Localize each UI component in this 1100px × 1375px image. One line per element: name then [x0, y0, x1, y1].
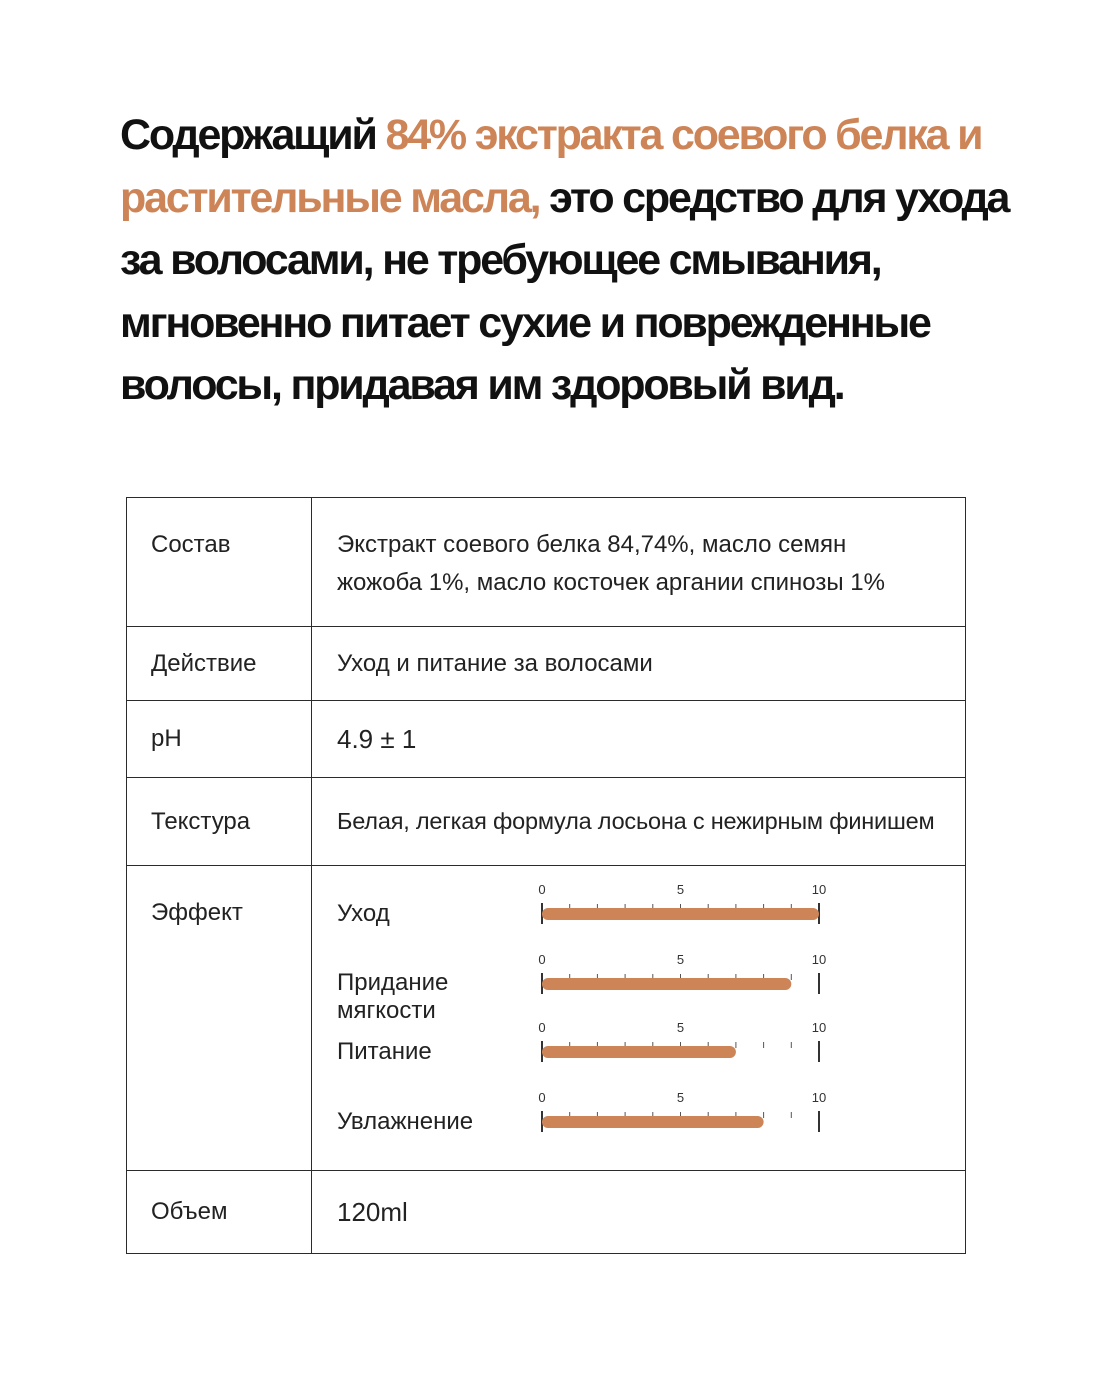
texture-label: Текстура: [127, 778, 312, 866]
volume-label: Объем: [127, 1171, 312, 1254]
effect-scale-2: [538, 1020, 826, 1062]
effect-bar: [542, 978, 791, 990]
composition-label: Состав: [151, 531, 231, 558]
effect-tick-label: 5: [676, 1020, 685, 1035]
effect-bar: [542, 1046, 736, 1058]
composition-value: Экстракт соевого белка 84,74%, масло семян жожоба 1%, масло косточек аргании спинозы 1%: [337, 531, 885, 596]
effect-scale-3: [538, 1090, 826, 1132]
effect-category-label: Придание мягкости: [337, 969, 449, 1024]
effect-tick-label: 5: [676, 1090, 685, 1105]
effect-category-label: Увлажнение: [337, 1108, 474, 1135]
headline: [120, 104, 1020, 417]
row-volume: [127, 1171, 966, 1254]
action-value: Уход и питание за волосами: [312, 627, 966, 701]
effect-label-cell: [127, 866, 312, 1171]
effect-category-label: Питание: [337, 1038, 432, 1065]
volume-value: 120ml: [312, 1171, 966, 1254]
effect-label: Эффект: [151, 899, 243, 926]
effect-tick-label: 10: [811, 1090, 827, 1105]
effect-scale-1: [538, 952, 826, 994]
row-action: [127, 627, 966, 701]
row-effect: [127, 866, 966, 1171]
ph-label: pH: [127, 701, 312, 778]
effect-tick-label: 0: [538, 1020, 546, 1035]
effect-bar: [542, 908, 819, 920]
effect-scale-0: [538, 882, 826, 924]
effect-bar: [542, 1116, 764, 1128]
headline-accent: 84% экстракта соевого белка и растительные масла,: [120, 111, 982, 222]
action-label: Действие: [127, 627, 312, 701]
texture-value: Белая, легкая формула лосьона с нежирным финишем: [312, 778, 966, 866]
effect-tick-label: 0: [538, 1090, 546, 1105]
spec-table: [126, 497, 966, 1254]
effect-tick-label: 0: [538, 882, 546, 897]
effect-tick-label: 10: [811, 882, 827, 897]
headline-part-1: Содержащий: [120, 111, 386, 159]
effect-chart: [337, 866, 965, 1170]
composition-label-cell: [127, 498, 312, 627]
ph-value: 4.9 ± 1: [312, 701, 966, 778]
effect-chart-cell: [312, 866, 966, 1171]
effect-tick-label: 5: [676, 952, 685, 967]
effect-category-label: Уход: [337, 900, 390, 927]
headline-part-2: это средство для ухода за волосами, не требующее смывания, мгновенно питает сухие и поврежденные волосы, придавая им здоровый вид.: [120, 173, 1009, 409]
row-ph: [127, 701, 966, 778]
row-texture: [127, 778, 966, 866]
effect-tick-label: 0: [538, 952, 546, 967]
effect-tick-label: 10: [811, 952, 827, 967]
row-composition: [127, 498, 966, 627]
effect-tick-label: 10: [811, 1020, 827, 1035]
composition-value-cell: [312, 498, 966, 627]
effect-tick-label: 5: [676, 882, 685, 897]
